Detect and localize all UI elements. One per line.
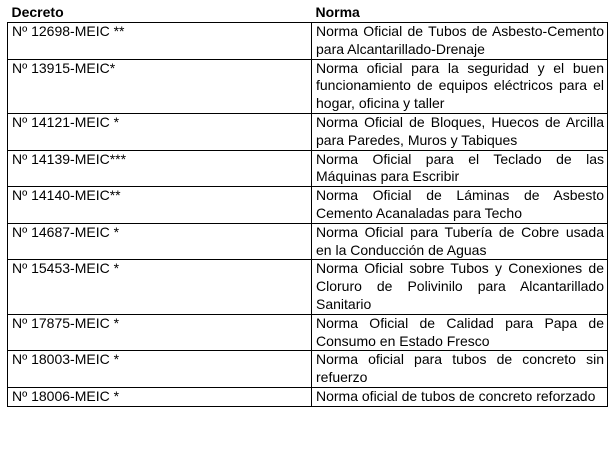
table-row [8,59,608,113]
norma-cell: Norma Oficial para Tubería de Cobre usada en la Conducción de Aguas [312,223,608,260]
table-row [8,314,608,351]
decreto-cell: Nº 14140-MEIC** [8,187,312,224]
table-row [8,23,608,60]
decretos-table [7,4,608,407]
decreto-cell: Nº 13915-MEIC* [8,59,312,113]
decreto-cell: Nº 14121-MEIC * [8,113,312,150]
norma-cell: Norma Oficial de Láminas de Asbesto Cemento Acanaladas para Techo [312,187,608,224]
norma-cell: Norma oficial para la seguridad y el buen funcionamiento de equipos eléctricos para el hogar, oficina y taller [312,59,608,113]
decreto-cell: Nº 12698-MEIC ** [8,23,312,60]
norma-cell: Norma Oficial de Tubos de Asbesto-Cemento para Alcantarillado-Drenaje [312,23,608,60]
decreto-cell: Nº 15453-MEIC * [8,260,312,314]
table-row [8,387,608,406]
table-body [8,23,608,407]
decreto-cell: Nº 17875-MEIC * [8,314,312,351]
decreto-cell: Nº 14687-MEIC * [8,223,312,260]
table-header [8,4,608,23]
table-row [8,150,608,187]
norma-cell: Norma oficial de tubos de concreto reforzado [312,387,608,406]
decreto-cell: Nº 18003-MEIC * [8,351,312,388]
table-row [8,223,608,260]
norma-cell: Norma Oficial para el Teclado de las Máquinas para Escribir [312,150,608,187]
table-row [8,187,608,224]
norma-cell: Norma Oficial de Bloques, Huecos de Arcilla para Paredes, Muros y Tabiques [312,113,608,150]
table-row [8,260,608,314]
header-row [8,4,608,23]
column-header-decreto: Decreto [8,4,312,23]
column-header-norma: Norma [312,4,608,23]
norma-cell: Norma Oficial de Calidad para Papa de Consumo en Estado Fresco [312,314,608,351]
norma-cell: Norma oficial para tubos de concreto sin refuerzo [312,351,608,388]
norma-cell: Norma Oficial sobre Tubos y Conexiones de Cloruro de Polivinilo para Alcantarillado Sanitario [312,260,608,314]
decreto-cell: Nº 14139-MEIC*** [8,150,312,187]
table-row [8,113,608,150]
table-row [8,351,608,388]
decreto-cell: Nº 18006-MEIC * [8,387,312,406]
